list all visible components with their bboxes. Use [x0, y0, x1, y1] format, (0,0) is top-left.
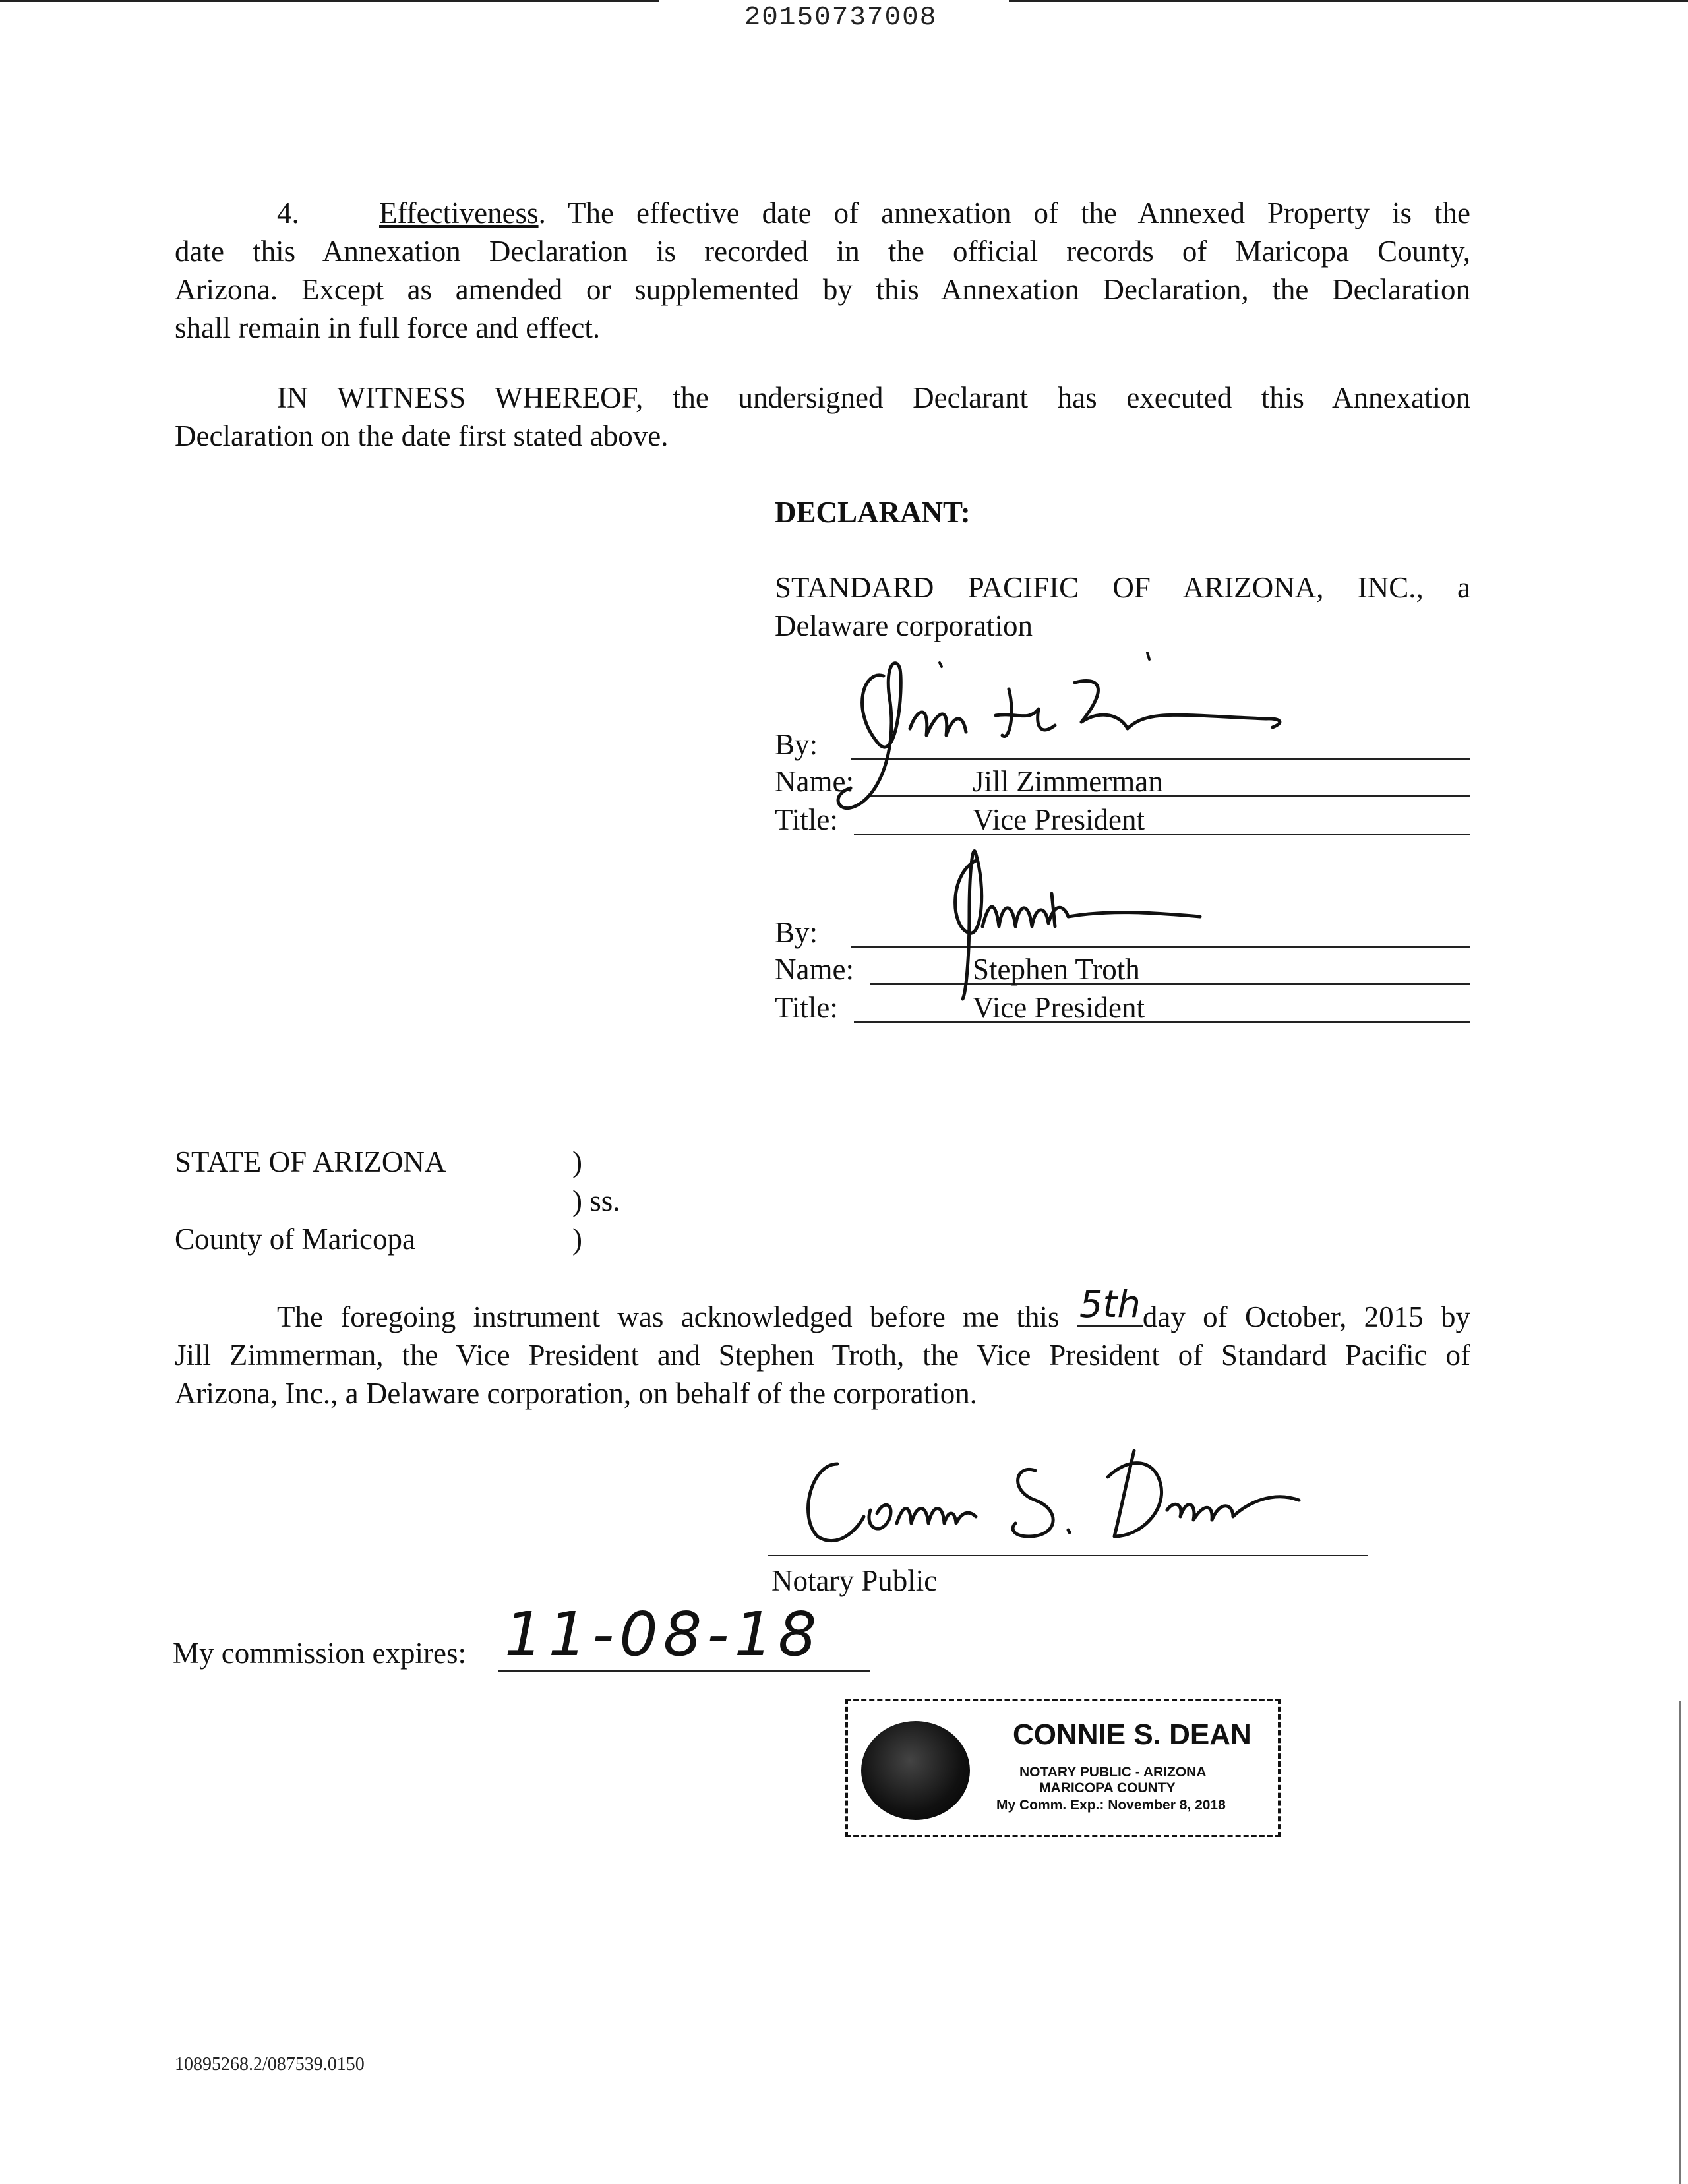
signatory-2-title: Vice President: [973, 991, 1145, 1024]
commission-label: My commission expires:: [173, 1637, 466, 1670]
witness-line-1: IN WITNESS WHEREOF, the undersigned Declarant has executed this Annexation: [277, 381, 1470, 414]
title-label: Title:: [775, 991, 838, 1024]
signature-connie-dean: [798, 1438, 1312, 1556]
notary-public-label: Notary Public: [771, 1564, 938, 1597]
venue-paren-top: ): [572, 1145, 582, 1178]
stamp-line-3: My Comm. Exp.: November 8, 2018: [996, 1798, 1226, 1813]
header-rule-left: [0, 0, 659, 2]
acknowledgment-line-1: [175, 1283, 1471, 1336]
commission-date-line: [498, 1670, 870, 1672]
signature-jill-zimmerman: [837, 650, 1299, 828]
section-number: 4.: [277, 197, 299, 229]
section-4-line-1: 4. Effectiveness. The effective date of annexation of the Annexed Property is the: [175, 194, 1470, 232]
name-label: Name:: [775, 765, 854, 798]
acknowledgment-line-1-post: day of October, 2015 by: [1142, 1300, 1471, 1333]
section-4-line-4: shall remain in full force and effect.: [175, 311, 601, 344]
witness-paragraph: [175, 379, 1470, 455]
venue-paren-bottom: ): [572, 1223, 582, 1256]
commission-date-handwritten: 11-08-18: [504, 1599, 822, 1670]
name-label: Name:: [775, 953, 854, 986]
notary-signature-line: [768, 1555, 1368, 1556]
declarant-entity: [775, 568, 1470, 645]
venue-state: STATE OF ARIZONA: [175, 1145, 446, 1178]
document-footer-id: 10895268.2/087539.0150: [175, 2054, 365, 2075]
acknowledgment-line-1-pre: The foregoing instrument was acknowledged before me this: [277, 1300, 1060, 1333]
acknowledgment-paragraph: [175, 1283, 1471, 1412]
signatory-2-name: Stephen Troth: [973, 953, 1140, 986]
stamp-line-2: MARICOPA COUNTY: [1039, 1780, 1176, 1796]
section-heading: Effectiveness: [379, 197, 539, 229]
section-4-line-3: Arizona. Except as amended or supplemented by this Annexation Declaration, the Declaration: [175, 273, 1470, 306]
title-label: Title:: [775, 803, 838, 836]
declarant-entity-line-2: Delaware corporation: [775, 609, 1033, 642]
stamp-line-1: NOTARY PUBLIC - ARIZONA: [1019, 1765, 1207, 1780]
signature-stephen-troth: [936, 834, 1213, 1006]
scan-edge: [1679, 1701, 1681, 2184]
acknowledgment-line-2: Jill Zimmerman, the Vice President and Stephen Troth, the Vice President of Standard Pacific of: [175, 1339, 1470, 1372]
by-label: By:: [775, 728, 818, 761]
by-label: By:: [775, 916, 818, 949]
declarant-heading: DECLARANT:: [775, 496, 971, 529]
acknowledgment-line-3: Arizona, Inc., a Delaware corporation, on behalf of the corporation.: [175, 1377, 977, 1410]
title-line: [854, 1021, 1470, 1023]
acknowledgment-day-blank: [1077, 1283, 1143, 1327]
signatory-1-name: Jill Zimmerman: [973, 765, 1163, 798]
witness-line-2: Declaration on the date first stated above.: [175, 419, 669, 452]
venue-county: County of Maricopa: [175, 1223, 415, 1256]
declarant-entity-line-1: STANDARD PACIFIC OF ARIZONA, INC., a: [775, 571, 1470, 604]
recording-number: 20150737008: [744, 3, 938, 33]
notary-seal-icon: [861, 1721, 970, 1820]
header-rule-right: [1009, 0, 1688, 2]
section-4-paragraph: [175, 194, 1470, 347]
venue-paren-ss: ) ss.: [572, 1184, 620, 1217]
section-4-line-2: date this Annexation Declaration is recorded in the official records of Maricopa County,: [175, 235, 1470, 268]
section-4-line-1-text: The effective date of annexation of the Annexed Property is the: [568, 197, 1471, 229]
handwritten-day: 5th: [1079, 1283, 1141, 1326]
notary-stamp: [845, 1699, 1281, 1837]
signatory-1-title: Vice President: [973, 803, 1145, 836]
stamp-notary-name: CONNIE S. DEAN: [1013, 1718, 1251, 1751]
